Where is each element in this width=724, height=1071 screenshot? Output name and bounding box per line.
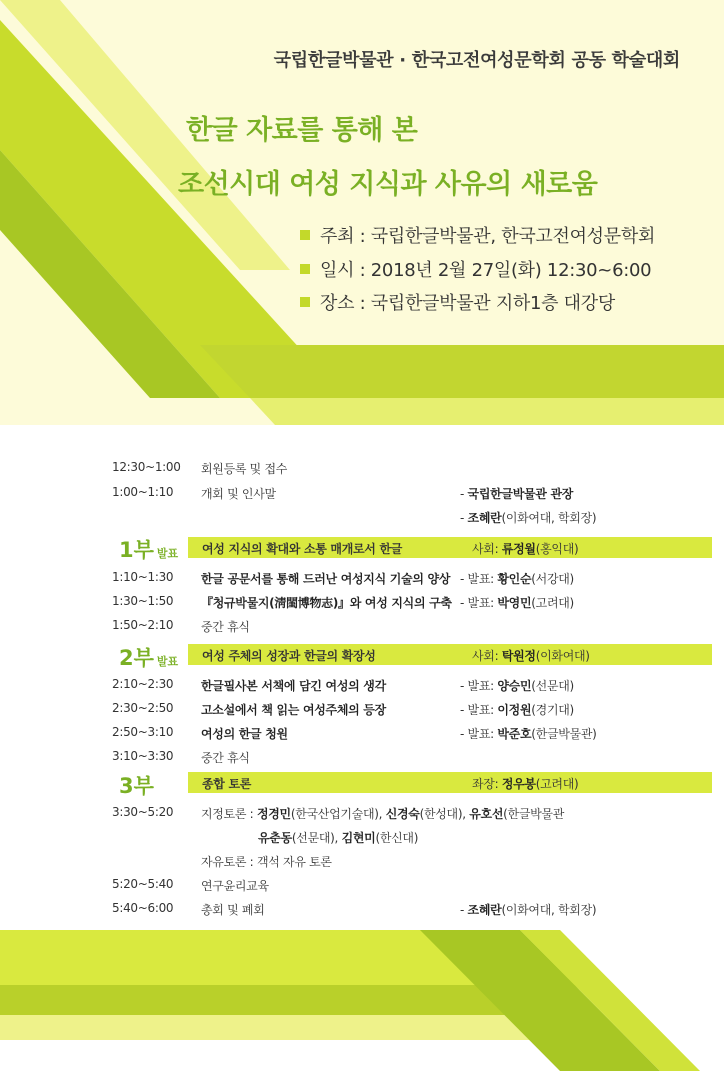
- part-3-label: 3부: [119, 774, 154, 798]
- part-1-label: 1부 발표: [119, 538, 179, 562]
- square-bullet-icon: [300, 264, 310, 274]
- part-1-title: 여성 지식의 확대와 소통 매개로서 한글: [202, 542, 403, 556]
- schedule-row: 1:10~1:30 한글 공문서를 통해 드러난 여성지식 기술의 양상 - 발표: 황인순(서강대): [112, 570, 574, 586]
- schedule-row: [0, 829, 724, 849]
- part-2-title: 여성 주체의 성장과 한글의 확장성: [202, 649, 376, 663]
- part-2-label: 2부 발표: [119, 646, 179, 670]
- part-1-moderator: 사회: 류정월(홍익대): [472, 542, 579, 556]
- info-date-text: 일시 : 2018년 2월 27일(화) 12:30~6:00: [320, 260, 652, 281]
- band-top-light: [250, 398, 724, 425]
- schedule-row: [0, 460, 724, 480]
- info-date: [300, 256, 651, 282]
- row-time: 1:00~1:10: [112, 485, 174, 499]
- title-line-1: 한글 자료를 통해 본: [186, 115, 418, 146]
- free-discussion: 자유토론 : 객석 자유 토론: [201, 855, 332, 869]
- part-2-band: [188, 644, 712, 665]
- designated-discussants: 지정토론 : 정경민(한국산업기술대), 신경숙(한성대), 유호선(한글박물관: [201, 807, 564, 821]
- info-venue-text: 장소 : 국립한글박물관 지하1층 대강당: [320, 293, 615, 314]
- schedule-row: 2:30~2:50 고소설에서 책 읽는 여성주체의 등장 - 발표: 이정원(경기대): [112, 701, 574, 717]
- row-title: 개회 및 인사말: [201, 487, 276, 501]
- info-host-text: 주최 : 국립한글박물관, 한국고전여성문학회: [320, 226, 656, 247]
- schedule-row: 1:30~1:50 『청규박물지(淸閨博物志)』와 여성 지식의 구축 - 발표: 박영민(고려대): [112, 594, 574, 610]
- conference-subtitle: 국립한글박물관 · 한국고전여성문학회 공동 학술대회: [273, 50, 680, 71]
- schedule-row: 3:30~5:20 지정토론 : 정경민(한국산업기술대), 신경숙(한성대), 유호선(한글박물관: [112, 805, 564, 821]
- part-3-title: 종합 토론: [202, 777, 252, 791]
- row-time: 12:30~1:00: [112, 460, 181, 474]
- row-title: 회원등록 및 접수: [201, 462, 288, 476]
- designated-discussants-cont: 유춘동(선문대), 김현미(한신대): [258, 831, 419, 845]
- title-line-2: 조선시대 여성 지식과 사유의 새로움: [178, 169, 598, 200]
- row-speaker: - 조혜란(이화여대, 학회장): [460, 511, 597, 525]
- schedule-row: [0, 485, 724, 505]
- part-1-band: [188, 537, 712, 558]
- square-bullet-icon: [300, 297, 310, 307]
- schedule-row: 5:20~5:40 연구윤리교육: [112, 877, 269, 893]
- schedule-row: [0, 509, 724, 529]
- schedule-row: 3:10~3:30 중간 휴식: [112, 749, 250, 765]
- schedule-row: [0, 853, 724, 873]
- part-3-moderator: 좌장: 정우봉(고려대): [472, 777, 579, 791]
- row-speaker: - 국립한글박물관 관장: [460, 487, 574, 501]
- info-host: [300, 222, 655, 248]
- schedule-row: 2:10~2:30 한글필사본 서책에 담긴 여성의 생각 - 발표: 양승민(선문대): [112, 677, 574, 693]
- info-venue: [300, 289, 615, 315]
- band-top-main: [200, 345, 724, 398]
- part-3-band: [188, 772, 712, 793]
- square-bullet-icon: [300, 230, 310, 240]
- schedule-row: 1:50~2:10 중간 휴식: [112, 618, 250, 634]
- schedule-row: 5:40~6:00 총회 및 폐회 - 조혜란(이화여대, 학회장): [112, 901, 597, 917]
- part-2-moderator: 사회: 탁원정(이화여대): [472, 649, 590, 663]
- schedule-row: 2:50~3:10 여성의 한글 청원 - 발표: 박준호(한글박물관): [112, 725, 597, 741]
